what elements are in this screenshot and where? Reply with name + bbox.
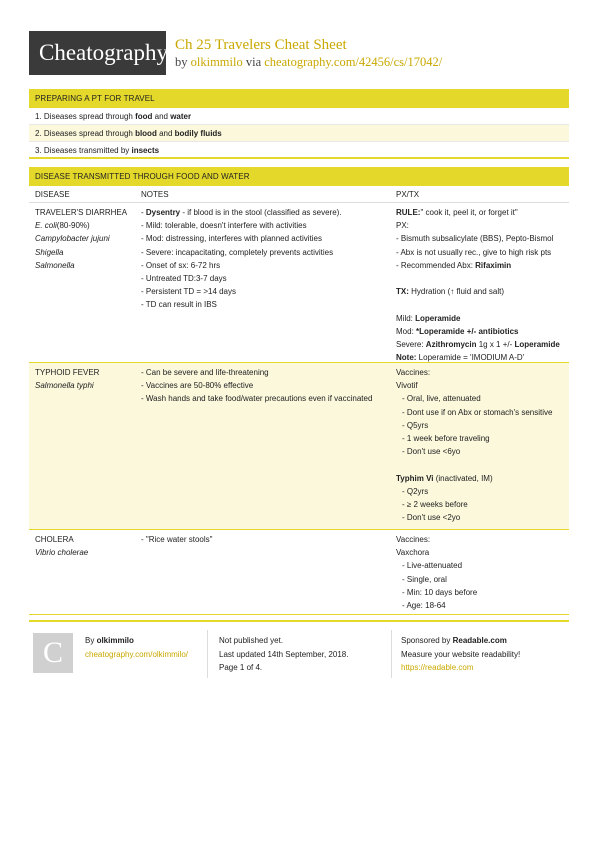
footer-author: [85, 634, 188, 661]
px-bold: *Loperamide +/- antibiotics: [416, 326, 519, 336]
note-line: - Persistent TD = >14 days: [141, 287, 237, 297]
px-line: - Don't use <2yo: [402, 513, 461, 523]
last-updated: Last updated 14th September, 2018.: [219, 649, 349, 659]
notes-cell: [141, 206, 393, 312]
col-pxtx: PX/TX: [396, 190, 420, 199]
item-text: 1. Diseases spread through: [35, 112, 136, 121]
col-disease: DISEASE: [35, 190, 70, 199]
footer-divider: [391, 630, 392, 678]
cheatography-logo[interactable]: Cheatography: [29, 31, 166, 75]
px-text: Severe:: [396, 339, 426, 349]
note-text: - if blood is in the stool (classified as severe).: [180, 208, 342, 217]
px-bold: Rifaximin: [475, 260, 512, 270]
px-line: Vaxchora: [396, 548, 430, 558]
item-text: and: [152, 112, 171, 121]
author-link[interactable]: olkimmilo: [190, 55, 243, 69]
sheet-url-link[interactable]: cheatography.com/42456/cs/17042/: [264, 55, 443, 69]
spacer: [396, 272, 568, 285]
px-line: Vivotif: [396, 381, 418, 391]
item-bold: insects: [131, 146, 160, 155]
note-line: - "Rice water stools": [141, 535, 213, 544]
px-line: - Abx is not usually rec., give to high risk pts: [396, 247, 552, 257]
px-line: PX:: [396, 221, 409, 231]
px-text: Hydration (↑ fluid and salt): [408, 287, 505, 297]
footer-author-link[interactable]: cheatography.com/olkimmilo/: [85, 649, 189, 659]
section-title: DISEASE TRANSMITTED THROUGH FOOD AND WATER: [29, 167, 569, 186]
notes-cell: [141, 533, 393, 546]
footer-status: [219, 634, 348, 675]
table-header: [29, 186, 569, 203]
agent-line: [35, 219, 137, 232]
note-line: - Onset of sx: 6-72 hrs: [141, 260, 221, 270]
item-text: 2. Diseases spread through: [35, 129, 136, 138]
sponsor-line: [401, 634, 520, 648]
agent-line: Shigella: [35, 247, 64, 257]
px-text: " cook it, peel it, or forget it": [420, 208, 518, 217]
px-line: - Age: 18-64: [402, 600, 446, 610]
px-line: [396, 338, 568, 351]
agent-line: Campylobacter jujuni: [35, 234, 110, 244]
px-bold: TX:: [396, 287, 409, 297]
table-row-typhoid-fever: [29, 363, 569, 530]
list-item: [29, 108, 569, 125]
agent-line: Salmonella: [35, 260, 75, 270]
notes-cell: [141, 366, 393, 406]
pxtx-cell: [396, 533, 568, 612]
pxtx-cell: [396, 366, 568, 524]
px-bold: Loperamide: [514, 339, 560, 349]
list-item: [29, 142, 569, 159]
table-row-travelers-diarrhea: [29, 203, 569, 363]
note-line: - Can be severe and life-threatening: [141, 368, 269, 377]
px-line: - Single, oral: [402, 574, 447, 584]
footer-author-name: olkimmilo: [96, 636, 134, 645]
section-preparing: [29, 89, 569, 159]
page-header: [29, 31, 569, 75]
sponsor-pre: Sponsored by: [401, 636, 453, 645]
footer-divider: [207, 630, 208, 678]
note-bold: Dysentry: [145, 208, 181, 217]
item-bold: bodily fluids: [174, 129, 222, 138]
agent-italic: E. coli: [35, 221, 57, 231]
note-line: - Wash hands and take food/water precautions even if vaccinated: [141, 394, 373, 404]
byline-via: via: [245, 55, 262, 69]
px-line: - Oral, live, attenuated: [402, 394, 481, 404]
px-line: - Live-attenuated: [402, 561, 463, 571]
note-line: - Mod: distressing, interferes with planned activities: [141, 234, 322, 244]
sponsor-tagline: Measure your website readability!: [401, 649, 521, 659]
px-line: [396, 312, 568, 325]
spacer: [396, 298, 568, 311]
note-line: - Vaccines are 50-80% effective: [141, 381, 254, 391]
sponsor-name: Readable.com: [452, 636, 507, 645]
list-item: [29, 125, 569, 142]
author-avatar[interactable]: C: [33, 633, 73, 673]
px-line: [396, 472, 568, 485]
px-line: Vaccines:: [396, 368, 431, 377]
table-row-cholera: [29, 530, 569, 615]
disease-name: TRAVELER'S DIARRHEA: [35, 208, 128, 217]
px-bold: Loperamide: [415, 313, 461, 323]
px-bold: Typhim Vi: [396, 473, 434, 483]
px-line: - Q5yrs: [402, 420, 429, 430]
footer-by-line: [85, 634, 188, 648]
note-line: - Mild: tolerable, doesn't interfere with activities: [141, 221, 307, 231]
px-line: - 1 week before traveling: [402, 433, 490, 443]
note-text: -: [141, 208, 146, 217]
px-bold: RULE:: [396, 208, 421, 217]
col-notes: NOTES: [141, 190, 169, 199]
px-bold: Note:: [396, 353, 417, 363]
px-bold: Azithromycin: [425, 339, 477, 349]
agent-rest: (80-90%): [56, 221, 90, 231]
px-line: - Don't use <6yo: [402, 447, 461, 457]
disease-cell: [35, 206, 137, 272]
px-text: 1g x 1 +/-: [476, 339, 515, 349]
px-line: [396, 325, 568, 338]
px-line: - Bismuth subsalicylate (BBS), Pepto-Bismol: [396, 234, 554, 244]
item-bold: food: [135, 112, 153, 121]
px-line: - Dont use if on Abx or stomach's sensitive: [402, 407, 553, 417]
note-line: - Severe: incapacitating, completely prevents activities: [141, 247, 334, 257]
pxtx-cell: [396, 206, 568, 364]
agent-line: Vibrio cholerae: [35, 548, 89, 558]
section-title: PREPARING A PT FOR TRAVEL: [29, 89, 569, 108]
px-text: Mild:: [396, 313, 416, 323]
footer-sponsor: [401, 634, 520, 675]
sponsor-link[interactable]: https://readable.com: [401, 663, 474, 672]
page-number: Page 1 of 4.: [219, 663, 263, 672]
px-line: Vaccines:: [396, 535, 431, 544]
spacer: [396, 458, 568, 471]
disease-name: TYPHOID FEVER: [35, 368, 100, 377]
publish-status: Not published yet.: [219, 636, 284, 645]
disease-cell: [35, 366, 137, 392]
px-line: [396, 259, 568, 272]
px-text: Loperamide = 'IMODIUM A-D': [416, 353, 525, 363]
px-line: - Min: 10 days before: [402, 587, 478, 597]
note-line: - Untreated TD:3-7 days: [141, 273, 227, 283]
sheet-title: Ch 25 Travelers Cheat Sheet: [175, 37, 347, 53]
px-line: - ≥ 2 weeks before: [402, 499, 468, 509]
disease-cell: [35, 533, 137, 559]
px-text: - Recommended Abx:: [396, 260, 476, 270]
agent-line: Salmonella typhi: [35, 381, 94, 391]
footer-by: By: [85, 636, 97, 645]
note-line: - TD can result in IBS: [141, 300, 217, 310]
px-text: Mod:: [396, 326, 417, 336]
item-bold: blood: [135, 129, 157, 138]
page-footer: [29, 620, 569, 682]
px-line: [396, 206, 568, 219]
disease-name: CHOLERA: [35, 535, 74, 544]
px-line: - Q2yrs: [402, 486, 429, 496]
px-text: (inactivated, IM): [433, 473, 493, 483]
item-text: and: [156, 129, 175, 138]
item-text: 3. Diseases transmitted by: [35, 146, 132, 155]
byline: [175, 55, 442, 70]
px-line: [396, 285, 568, 298]
item-bold: water: [170, 112, 192, 121]
section-food-water: [29, 167, 569, 615]
byline-by: by: [175, 55, 188, 69]
note-line: [141, 206, 393, 219]
